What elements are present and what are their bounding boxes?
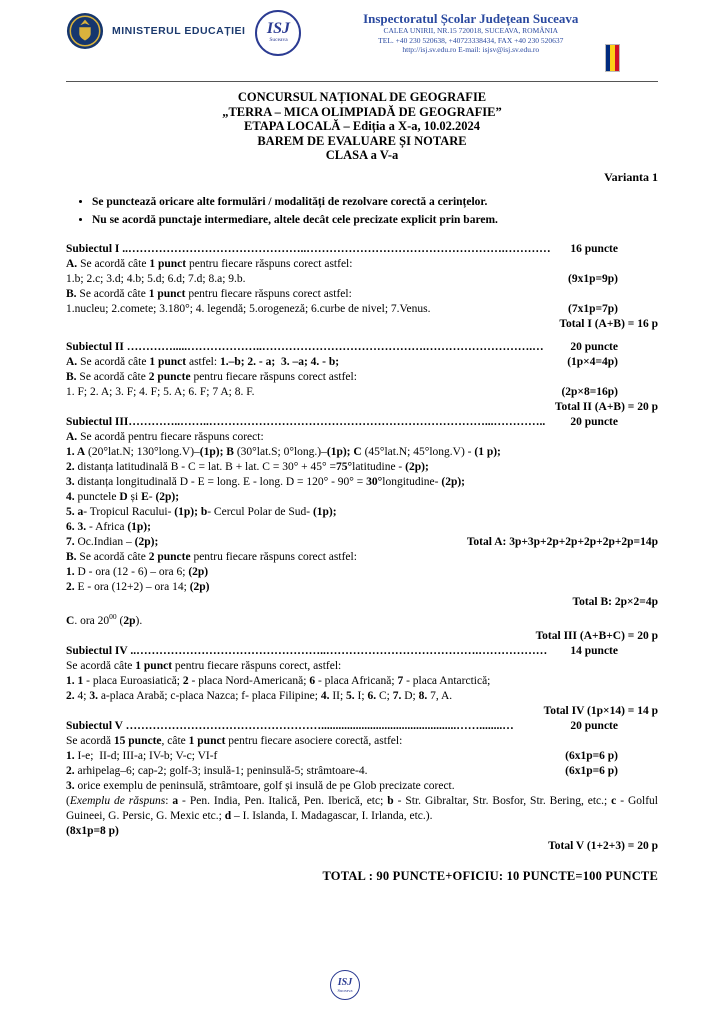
points-value: (6x1p=6 p) xyxy=(565,765,618,778)
doc-line xyxy=(66,355,658,370)
doc-line-text: 5. a- Tropicul Racului- (1p); b- Cercul Polar de Sud- (1p); xyxy=(66,505,337,518)
doc-line xyxy=(66,430,658,445)
romanian-flag xyxy=(605,44,620,72)
doc-line-text: 7. Oc.Indian – (2p); xyxy=(66,535,159,548)
doc-line xyxy=(66,445,658,460)
doc-line xyxy=(66,460,658,475)
doc-line xyxy=(66,520,658,535)
doc-line-text: A. Se acordă câte 1 punct pentru fiecare răspuns corect astfel: xyxy=(66,257,353,270)
doc-line xyxy=(66,610,658,630)
doc-line xyxy=(66,595,658,610)
doc-line-text: Total II (A+B) = 20 p xyxy=(554,400,658,413)
doc-line-text: B. Se acordă câte 2 puncte pentru fiecare răspuns corect astfel: xyxy=(66,550,357,563)
doc-line-text: Subiectul I xyxy=(66,242,123,255)
points-value: (6x1p=6 p) xyxy=(565,750,618,763)
doc-line xyxy=(66,317,658,332)
doc-line-text: Se acordă câte 1 punct pentru fiecare răspuns corect, astfel: xyxy=(66,660,342,673)
dot-leader: ..………………………………………..…………………………………………….………… xyxy=(122,242,551,255)
doc-line xyxy=(66,550,658,565)
footer-isj-letters: ISJ xyxy=(337,976,353,988)
barem-title: BAREM DE EVALUARE ȘI NOTARE xyxy=(257,133,467,148)
isj-logo xyxy=(255,10,301,56)
flag-stripe-red xyxy=(615,45,619,71)
doc-line-text: Subiectul III xyxy=(66,415,129,428)
doc-line-text: 1. A (20°lat.N; 130°long.V)–(1p); B (30°lat.S; 0°long.)–(1p); C (45°lat.N; 45°long.V) - (1 p); xyxy=(66,445,501,458)
document-body xyxy=(66,242,658,885)
doc-line xyxy=(66,490,658,505)
doc-line-text: 1. I-e; II-d; III-a; IV-b; V-c; VI-f xyxy=(66,750,218,763)
subject-4-heading xyxy=(66,644,658,659)
doc-line-text: 1. F; 2. A; 3. F; 4. F; 5. A; 6. F; 7 A; 8. F. xyxy=(66,385,255,398)
doc-line-text: Total IV (1p×14) = 14 p xyxy=(543,705,658,718)
stage-edition-line: ETAPA LOCALĂ – Ediția a X-a, 10.02.2024 xyxy=(243,119,480,133)
dot-leader: …………………………………………..………………………………….……………… xyxy=(136,645,548,658)
instruction-item xyxy=(92,193,658,211)
doc-line-text: Total I (A+B) = 16 p xyxy=(559,317,658,330)
points-value: (9x1p=9p) xyxy=(567,272,618,285)
doc-line-text: Total B: 2p×2=4p xyxy=(572,595,658,608)
doc-line-text: 1. 1 - placa Euroasiatică; 2 - placa Nord-Americană; 6 - placa Africană; 7 - placa Antarctică; xyxy=(66,675,491,688)
doc-line xyxy=(66,272,658,287)
points-value: (1p×4=4p) xyxy=(567,355,618,368)
doc-line xyxy=(66,674,658,689)
isj-logo-letters: ISJ xyxy=(266,20,291,38)
points-value: (7x1p=7p) xyxy=(567,302,618,315)
doc-line xyxy=(66,824,658,839)
variant-label: Varianta 1 xyxy=(604,169,658,184)
dot-leader: …………..……..………………………………………………………………...………….. xyxy=(128,415,546,428)
dot-leader: ………….....………………..…………………………………….……………………….… xyxy=(126,340,544,353)
competition-subtitle: „TERRA – MICA OLIMPIADĂ DE GEOGRAFIE” xyxy=(222,104,502,119)
doc-line xyxy=(66,505,658,520)
doc-line-text: 3. distanța longitudinală D - E = long. E - long. D = 120° - 90° = 30°longitudine- (2p); xyxy=(66,475,465,488)
instructions-list xyxy=(92,193,658,229)
doc-line-text: 4. punctele D și E- (2p); xyxy=(66,490,180,503)
doc-line xyxy=(66,257,658,272)
doc-line xyxy=(66,287,658,302)
doc-line xyxy=(66,370,658,385)
grand-total xyxy=(66,869,658,884)
ministry-branding xyxy=(66,12,245,50)
doc-line-text: B. Se acordă câte 2 puncte pentru fiecare răspuns corect astfel: xyxy=(66,370,357,383)
document-header xyxy=(66,8,658,82)
doc-line-text: C. ora $20^{00}$ (2p). xyxy=(66,612,143,628)
doc-line-text: 2. E - ora (12+2) – ora 14; (2p) xyxy=(66,580,210,593)
doc-line-text: Subiectul II xyxy=(66,340,127,353)
doc-line xyxy=(66,580,658,595)
doc-line-text: 1. D - ora (12 - 6) – ora 6; (2p) xyxy=(66,565,209,578)
footer-isj-subtitle: Suceava xyxy=(337,987,353,993)
points-value: (2p×8=16p) xyxy=(561,385,618,398)
doc-line xyxy=(66,659,658,674)
doc-line xyxy=(66,764,658,779)
dot-leader: ……………………………………………...............................................……........… xyxy=(125,720,514,733)
doc-line-text: (Exemplu de răspuns: a - Pen. India, Pen. Italică, Pen. Iberică, etc; b - Str. Gibraltar, Str. Bosfor, Str. Bering, etc.; c - Golful Guineei, G. Persic, G. Mexic etc.; d – I. Islanda, I. Madagascar, I. Irlanda, etc.). xyxy=(66,795,659,823)
doc-line xyxy=(66,749,658,764)
doc-line xyxy=(66,385,658,400)
doc-line xyxy=(66,535,658,550)
doc-line-text: Subiectul IV .. xyxy=(66,645,137,658)
instruction-text: Se punctează oricare alte formulări / modalități de rezolvare corectă a cerințelor. xyxy=(92,195,488,208)
subject-2-heading xyxy=(66,340,658,355)
points-value: 20 puncte xyxy=(570,720,618,733)
doc-line-text: B. Se acordă câte 1 punct pentru fiecare răspuns corect astfel: xyxy=(66,287,352,300)
instruction-text: Nu se acordă punctaje intermediare, altele decât cele precizate explicit prin barem. xyxy=(92,213,498,226)
competition-name: CONCURSUL NAȚIONAL DE GEOGRAFIE xyxy=(237,90,487,104)
ministry-logo xyxy=(66,12,104,50)
isj-logo-subtitle: Suceava xyxy=(269,37,288,44)
doc-line-text: 1.nucleu; 2.comete; 3.180°; 4. legendă; 5.orogeneză; 6.curbe de nivel; 7.Venus. xyxy=(66,302,431,315)
doc-line-text: 2. 4; 3. a-placa Arabă; c-placa Nazca; f- placa Filipine; 4. II; 5. I; 6. C; 7. D; 8. 7, A. xyxy=(66,690,453,703)
doc-line xyxy=(66,779,658,794)
doc-line-text: 3. orice exemplu de peninsulă, strâmtoare, golf și insulă de pe Glob precizate corect. xyxy=(66,780,455,793)
footer-isj-logo xyxy=(330,970,360,1000)
doc-line-text: Subiectul V xyxy=(66,720,126,733)
doc-line-text: Se acordă 15 puncte, câte 1 punct pentru fiecare asociere corectă, astfel: xyxy=(66,735,403,748)
doc-line-text: 2. arhipelag–6; cap-2; golf-3; insulă-1; peninsulă-5; strâmtoare-4. xyxy=(66,765,368,778)
doc-line-text: 2. distanța latitudinală B - C = lat. B + lat. C = 30° + 45° =75°latitudine - (2p); xyxy=(66,460,429,473)
doc-line-text: A. Se acordă câte 1 punct astfel: 1.–b; 2. - a; 3. –a; 4. - b; xyxy=(66,355,340,368)
doc-line xyxy=(66,839,658,854)
doc-line xyxy=(66,734,658,749)
class-line: CLASA a V-a xyxy=(325,148,399,162)
ministry-name: MINISTERUL EDUCAȚIEI xyxy=(112,25,246,37)
points-value: 20 puncte xyxy=(570,415,618,428)
doc-line xyxy=(66,704,658,719)
doc-line xyxy=(66,565,658,580)
doc-line xyxy=(66,475,658,490)
doc-line xyxy=(66,302,658,317)
doc-line-text: TOTAL : 90 PUNCTE+OFICIU: 10 PUNCTE=100 PUNCTE xyxy=(322,869,658,884)
points-value: Total A: 3p+3p+2p+2p+2p+2p+2p=14p xyxy=(466,535,658,548)
doc-line-text: 1.b; 2.c; 3.d; 4.b; 5.d; 6.d; 7.d; 8.a; 9.b. xyxy=(66,272,246,285)
doc-line-text: 6. 3. - Africa (1p); xyxy=(66,520,151,533)
inspectorate-phone: TEL. +40 230 520638, +40723338434, FAX +40 230 520637 xyxy=(378,35,564,45)
subject-5-heading xyxy=(66,719,658,734)
subject-3-heading xyxy=(66,415,658,430)
doc-line-text: A. Se acordă pentru fiecare răspuns corect: xyxy=(66,430,264,443)
doc-line xyxy=(66,400,658,415)
doc-line-text: (8x1p=8 p) xyxy=(66,825,119,838)
doc-line xyxy=(66,689,658,704)
points-value: 16 puncte xyxy=(570,242,618,255)
points-value: 20 puncte xyxy=(570,340,618,353)
title-block xyxy=(66,90,658,163)
doc-line xyxy=(66,629,658,644)
inspectorate-address: CALEA UNIRII, NR.15 720018, SUCEAVA, ROMÂNIA xyxy=(383,26,558,35)
inspectorate-title: Inspectoratul Școlar Județean Suceava xyxy=(363,11,579,26)
doc-line-text: Total III (A+B+C) = 20 p xyxy=(535,630,658,643)
subject-1-heading xyxy=(66,242,658,257)
points-value: 14 puncte xyxy=(570,645,618,658)
instruction-item xyxy=(92,211,658,229)
doc-line xyxy=(66,794,658,824)
doc-line-text: Total V (1+2+3) = 20 p xyxy=(548,840,658,853)
inspectorate-web-email: http://isj.sv.edu.ro E-mail: isjsv@isj.sv.edu.ro xyxy=(402,45,540,54)
